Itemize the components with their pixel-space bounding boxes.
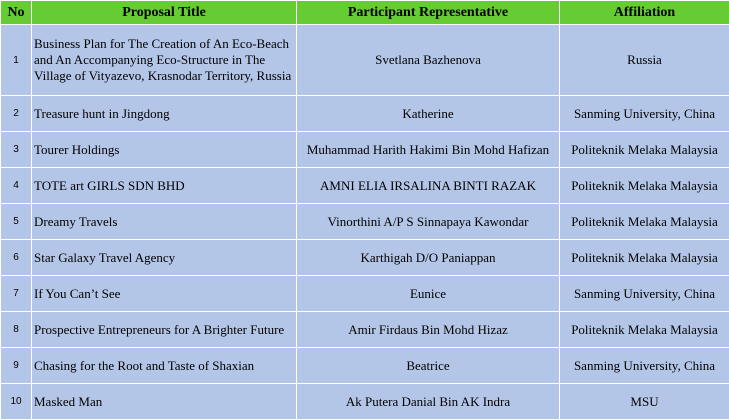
row-number: 7 [1, 276, 32, 312]
affiliation: Sanming University, China [560, 348, 729, 384]
participant-representative: Eunice [297, 276, 560, 312]
table-row [1, 348, 729, 384]
participant-representative: Ak Putera Danial Bin AK Indra [297, 384, 560, 420]
proposal-title: Prospective Entrepreneurs for A Brighter Future [32, 312, 297, 348]
proposal-title: Dreamy Travels [32, 204, 297, 240]
affiliation: Politeknik Melaka Malaysia [560, 240, 729, 276]
proposal-title: Star Galaxy Travel Agency [32, 240, 297, 276]
participant-representative: AMNI ELIA IRSALINA BINTI RAZAK [297, 168, 560, 204]
affiliation: Sanming University, China [560, 96, 729, 132]
header-no: No [1, 1, 32, 25]
table-row [1, 312, 729, 348]
proposal-title: Business Plan for The Creation of An Eco-Beach and An Accompanying Eco-Structure in The Village of Vityazevo, Krasnodar Territory, Russia [32, 25, 297, 96]
table-row [1, 384, 729, 420]
participant-representative: Katherine [297, 96, 560, 132]
header-row [1, 1, 729, 25]
affiliation: Politeknik Melaka Malaysia [560, 204, 729, 240]
row-number: 3 [1, 132, 32, 168]
table-row [1, 25, 729, 96]
affiliation: Politeknik Melaka Malaysia [560, 312, 729, 348]
proposal-title: Treasure hunt in Jingdong [32, 96, 297, 132]
header-affiliation: Affiliation [560, 1, 729, 25]
affiliation: Russia [560, 25, 729, 96]
table-row [1, 132, 729, 168]
row-number: 4 [1, 168, 32, 204]
table-row [1, 168, 729, 204]
row-number: 9 [1, 348, 32, 384]
row-number: 8 [1, 312, 32, 348]
row-number: 2 [1, 96, 32, 132]
header-proposal-title: Proposal Title [32, 1, 297, 25]
participant-representative: Beatrice [297, 348, 560, 384]
table-row [1, 96, 729, 132]
participant-representative: Svetlana Bazhenova [297, 25, 560, 96]
participant-representative: Muhammad Harith Hakimi Bin Mohd Hafizan [297, 132, 560, 168]
affiliation: Politeknik Melaka Malaysia [560, 168, 729, 204]
table-row [1, 276, 729, 312]
proposal-title: Chasing for the Root and Taste of Shaxian [32, 348, 297, 384]
participant-representative: Karthigah D/O Paniappan [297, 240, 560, 276]
row-number: 1 [1, 25, 32, 96]
affiliation: Sanming University, China [560, 276, 729, 312]
proposal-title: Tourer Holdings [32, 132, 297, 168]
proposal-title: Masked Man [32, 384, 297, 420]
row-number: 6 [1, 240, 32, 276]
participant-representative: Vinorthini A/P S Sinnapaya Kawondar [297, 204, 560, 240]
affiliation: Politeknik Melaka Malaysia [560, 132, 729, 168]
table-row [1, 240, 729, 276]
proposal-title: TOTE art GIRLS SDN BHD [32, 168, 297, 204]
affiliation: MSU [560, 384, 729, 420]
table-row [1, 204, 729, 240]
row-number: 10 [1, 384, 32, 420]
participant-representative: Amir Firdaus Bin Mohd Hizaz [297, 312, 560, 348]
row-number: 5 [1, 204, 32, 240]
proposal-title: If You Can’t See [32, 276, 297, 312]
header-participant-representative: Participant Representative [297, 1, 560, 25]
